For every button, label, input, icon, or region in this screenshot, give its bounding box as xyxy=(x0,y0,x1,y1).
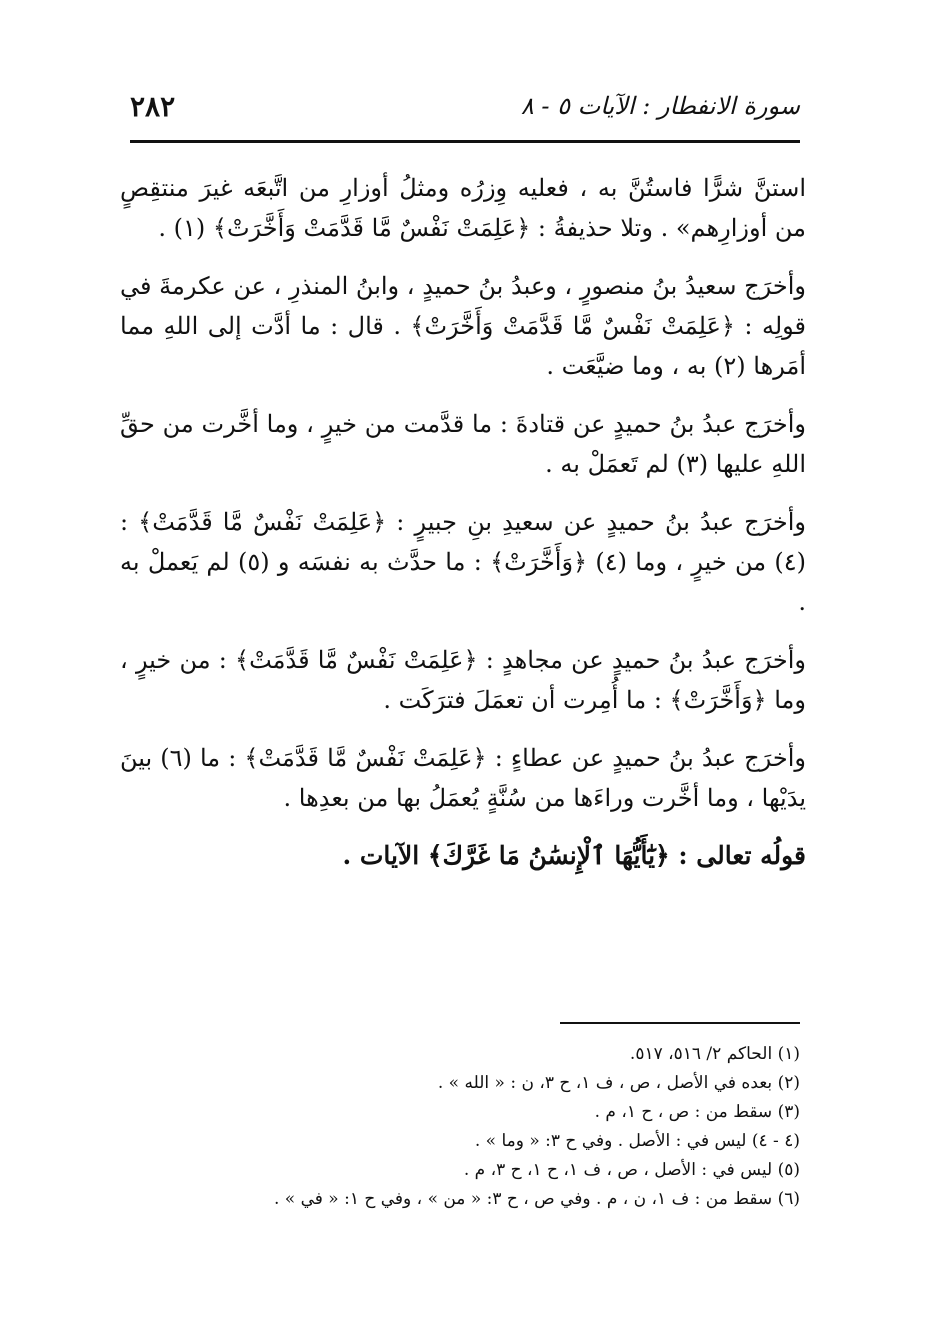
main-text xyxy=(120,168,806,894)
page-header xyxy=(130,84,800,128)
paragraph: وأخرَج عبدُ بنُ حميدٍ عن عطاءٍ : ﴿عَلِمَتْ نَفْسٌ مَّا قَدَّمَتْ﴾ : ما (٦) بينَ يدَيْها ، وما أخَّرت وراءَها من سُنَّةٍ يُعمَلُ بها من بعدِها . xyxy=(120,744,806,812)
footnote-rule xyxy=(560,1022,800,1024)
footnote: (٣) سقط من : ص ، ح ١، م . xyxy=(594,1102,800,1122)
verse-heading: قولُه تعالى : ﴿يَٰٓأَيُّهَا ٱلْإِنسَٰنُ مَا غَرَّكَ﴾ الآيات . xyxy=(342,841,806,870)
paragraph: وأخرَج عبدُ بنُ حميدٍ عن سعيدِ بنِ جبيرٍ : ﴿عَلِمَتْ نَفْسٌ مَّا قَدَّمَتْ﴾ : (٤) من خيرٍ ، وما (٤) ﴿وَأَخَّرَتْ﴾ : ما حدَّث به نفسَه و (٥) لم يَعملْ به . xyxy=(120,508,806,616)
paragraph: استنَّ شرًّا فاستُنَّ به ، فعليه وِزرُه ومثلُ أوزارِ من اتَّبعَه غيرَ منتقِصٍ من أوزارِهم» . وتلا حذيفةُ : ﴿عَلِمَتْ نَفْسٌ مَّا قَدَّمَتْ وَأَخَّرَتْ﴾ (١) . xyxy=(120,174,806,242)
footnote: (١) الحاكم ٢/ ٥١٦، ٥١٧. xyxy=(629,1044,800,1064)
footnote: (٤ - ٤) ليس في : الأصل . وفي ح ٣: « وما » . xyxy=(474,1131,800,1151)
running-title: سورة الانفطار : الآيات ٥ - ٨ xyxy=(520,92,800,120)
paragraph: وأخرَج عبدُ بنُ حميدٍ عن مجاهدٍ : ﴿عَلِمَتْ نَفْسٌ مَّا قَدَّمَتْ﴾ : من خيرٍ ، وما ﴿وَأَخَّرَتْ﴾ : ما أُمِرت أن تعمَلَ فترَكَت . xyxy=(120,646,806,714)
footnote: (٦) سقط من : ف ١، ن ، م . وفي ص ، ح ٣: « من » ، وفي ح ١: « في » . xyxy=(273,1189,800,1209)
footnote: (٢) بعده في الأصل ، ص ، ف ١، ح ٣، ن : « الله » . xyxy=(437,1073,800,1093)
page-number: ٢٨٢ xyxy=(130,89,176,123)
paragraph: وأخرَج عبدُ بنُ حميدٍ عن قتادةَ : ما قدَّمت من خيرٍ ، وما أخَّرت من حقِّ اللهِ عليها (٣) لم تَعمَلْ به . xyxy=(120,410,806,478)
footnote: (٥) ليس في : الأصل ، ص ، ف ١، ح ١، ح ٣، م . xyxy=(463,1160,800,1180)
footnotes xyxy=(200,1040,800,1214)
paragraph: وأخرَج سعيدُ بنُ منصورٍ ، وعبدُ بنُ حميدٍ ، وابنُ المنذرِ ، عن عكرمةَ في قولِه : ﴿عَلِمَتْ نَفْسٌ مَّا قَدَّمَتْ وَأَخَّرَتْ﴾ . قال : ما أدَّت إلى اللهِ مما أمَرها (٢) به ، وما ضيَّعَت . xyxy=(120,272,806,380)
header-rule xyxy=(130,140,800,143)
